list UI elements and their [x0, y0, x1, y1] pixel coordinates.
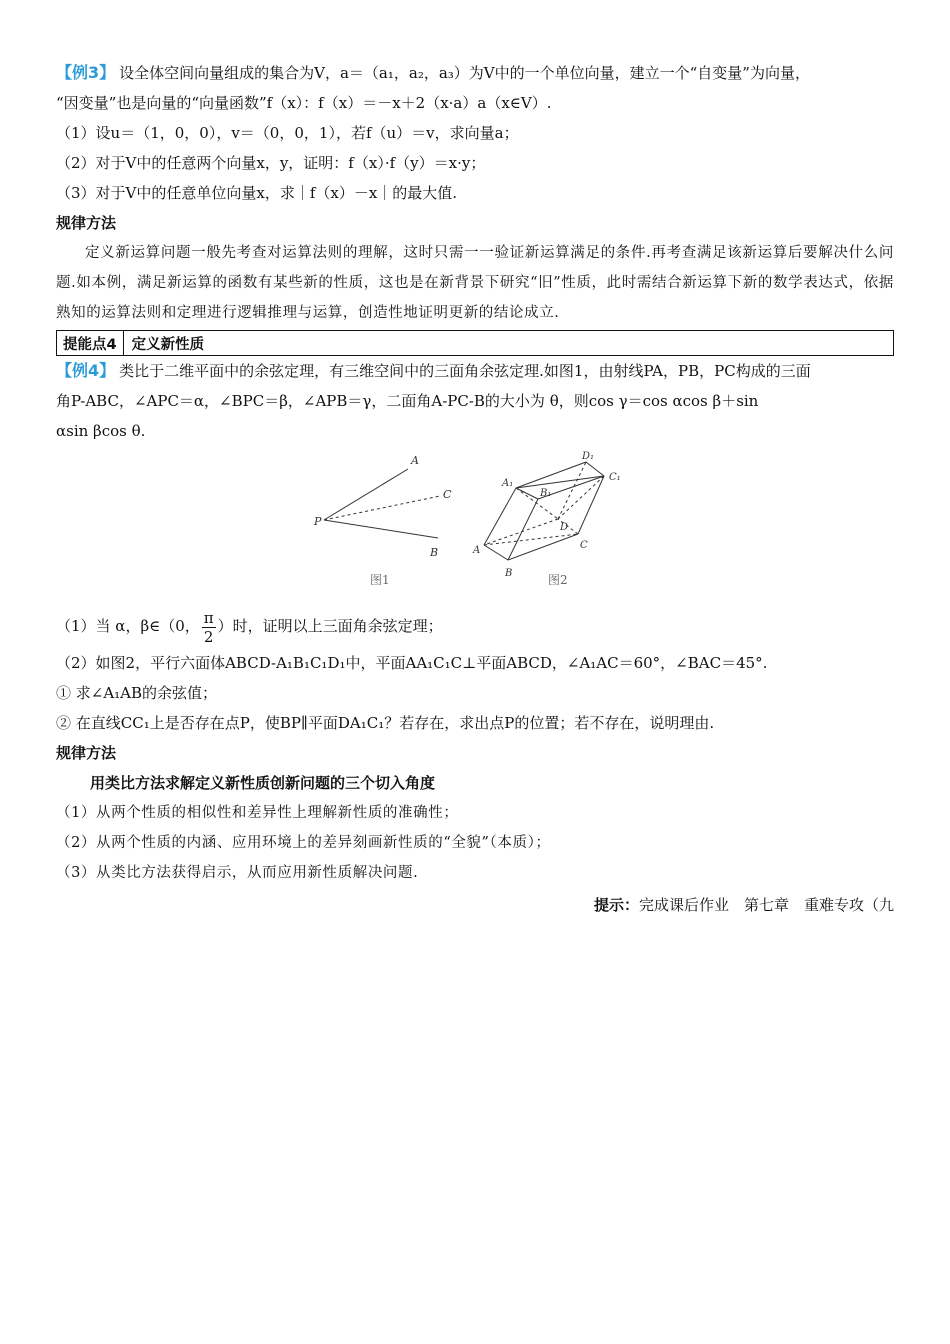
fig2-label-d: D — [560, 522, 569, 533]
fig2-label-c: C — [580, 540, 588, 551]
example-3-line-1: 【例3】 设全体空间向量组成的集合为V，a＝（a₁，a₂，a₃）为V中的一个单位向量，建立一个“自变量”为向量， — [56, 63, 810, 82]
figure-1 — [313, 454, 452, 587]
fig1-label-p: P — [314, 515, 322, 528]
method-2-item: （1）从两个性质的相似性和差异性上理解新性质的准确性； — [56, 805, 459, 821]
example-3 — [56, 58, 894, 208]
method-2-item: （2）从两个性质的内涵、应用环境上的差异刻画新性质的“全貌”（本质）； — [56, 835, 551, 851]
page — [56, 58, 894, 920]
fig2-caption: 图2 — [548, 573, 568, 587]
fig2-label-d1: D₁ — [582, 451, 595, 462]
ray-pb — [324, 520, 438, 538]
fraction-pi-over-2: $\frac{\pi}{2}$ — [203, 608, 214, 646]
hint-line — [56, 890, 894, 920]
hint-label: 提示： — [593, 896, 639, 914]
example-4-line-3: αsin βcos θ. — [56, 422, 146, 440]
hint-text: 完成课后作业 第七章 重难专攻（九 — [638, 896, 894, 914]
fig2-label-b: B — [505, 568, 513, 579]
edge-a1b1 — [516, 488, 538, 499]
figures-svg — [56, 450, 894, 600]
fig1-label-a: A — [411, 454, 419, 467]
ray-pc — [324, 496, 440, 520]
method-2-item: （3）从类比方法获得启示，从而应用新性质解决问题. — [56, 865, 419, 881]
diag-a1d — [516, 488, 558, 519]
knowledge-point-box — [56, 330, 894, 356]
example-4-line-1: 【例4】 类比于二维平面中的余弦定理，有三维空间中的三面角余弦定理.如图1，由射线PA，PB，PC构成的三面 — [56, 361, 811, 380]
fig2-label-a1: A₁ — [502, 478, 514, 489]
example-4-tag: 【例4】 — [56, 361, 116, 380]
method-paragraph: 定义新运算问题一般先考查对运算法则的理解，这时只需一一验证新运算满足的条件.再考查满足该新运算后要解决什么问题.如本例，满足新运算的函数有某些新的性质，这也是在新背景下研究“旧”性质，此时需结合新运算下新的数学表达式，依据熟知的运算法则和定理进行逻辑推理与运算，创造性地证明更新的结论成立. — [56, 245, 894, 321]
method-2-heading: 规律方法 — [56, 744, 117, 762]
fig1-caption: 图1 — [370, 573, 390, 587]
example-4-question-2b: ② 在直线CC₁上是否存在点P，使BP∥平面DA₁C₁？若存在，求出点P的位置；若不存在，说明理由. — [56, 714, 715, 732]
fig2-label-b1: B₁ — [540, 488, 552, 499]
example-4 — [56, 356, 894, 446]
example-4-question-2: （2）如图2，平行六面体ABCD-A₁B₁C₁D₁中，平面AA₁C₁C⊥平面ABCD，∠A₁AC＝60°，∠BAC＝45°. — [56, 654, 768, 672]
fig2-label-a: A — [473, 545, 481, 556]
method-heading: 规律方法 — [56, 214, 117, 232]
figures — [56, 450, 894, 600]
edge-d1a1 — [516, 462, 586, 488]
diag-a1c1 — [516, 476, 604, 488]
example-3-question-1: （1）设u＝（1，0，0），v＝（0，0，1），若f（u）＝v，求向量a； — [56, 124, 519, 142]
edge-c1d1 — [586, 462, 604, 476]
example-3-question-2: （2）对于V中的任意两个向量x，y，证明：f（x）·f（y）＝x·y； — [56, 154, 486, 172]
ray-pa — [324, 469, 408, 520]
fig1-label-b: B — [430, 546, 439, 559]
example-4-question-2a: ① 求∠A₁AB的余弦值； — [56, 684, 218, 702]
diag-c1d — [558, 476, 604, 519]
example-3-tag: 【例3】 — [56, 63, 116, 82]
fig2-label-c1: C₁ — [609, 472, 621, 483]
example-3-line-2: “因变量”也是向量的“向量函数”f（x）：f（x）＝－x＋2（x·a）a（x∈V）. — [56, 94, 552, 112]
example-3-question-3: （3）对于V中的任意单位向量x，求｜f（x）－x｜的最大值. — [56, 184, 458, 202]
example-4-line-2: 角P-ABC，∠APC＝α，∠BPC＝β，∠APB＝γ，二面角A-PC-B的大小为 θ，则cos γ＝cos αcos β＋sin — [56, 392, 759, 410]
knowledge-point-label: 提能点4 — [57, 331, 124, 355]
edge-aa1 — [484, 488, 516, 545]
knowledge-point-title: 定义新性质 — [131, 336, 205, 353]
edge-ab — [484, 545, 508, 560]
method-2-subheading: 用类比方法求解定义新性质创新问题的三个切入角度 — [90, 774, 436, 792]
edge-cc1 — [578, 476, 604, 534]
fig1-label-c: C — [443, 488, 452, 501]
example-4-question-1: （1）当 α，β∈（0， $\frac{\pi}{2}$ ）时，证明以上三面角余弦定理； — [56, 608, 443, 646]
